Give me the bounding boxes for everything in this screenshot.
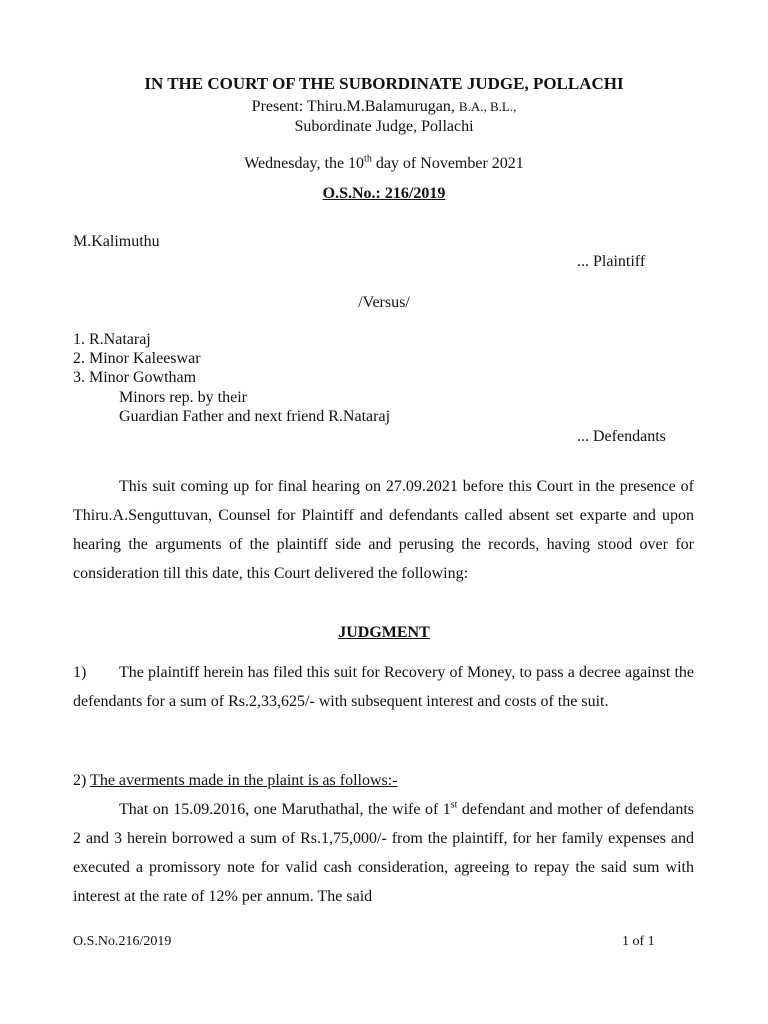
- paragraph-2-number: 2): [73, 772, 87, 789]
- paragraph-2-body: [73, 795, 694, 911]
- defendant-item: 3. Minor Gowtham: [73, 369, 197, 386]
- present-line: [0, 98, 768, 116]
- paragraph-2-heading: [73, 772, 398, 790]
- defendant-item: 2. Minor Kaleeswar: [73, 350, 201, 367]
- paragraph-2-heading-text: The averments made in the plaint is as follows:-: [90, 772, 398, 789]
- paragraph-1-number: 1): [73, 664, 87, 681]
- paragraph-2-text-b: defendant and mother of defendants 2 and 3 herein borrowed a sum of Rs.1,75,000/- from the plaintiff, for her family expenses and executed a promissory note for valid cash consideration, agreeing to repay the said sum with interest at the rate of 12% per annum. The said: [73, 801, 694, 905]
- date-rest: day of November 2021: [371, 155, 524, 172]
- paragraph-2-sup: st: [450, 799, 458, 811]
- court-title: IN THE COURT OF THE SUBORDINATE JUDGE, POLLACHI: [144, 74, 624, 93]
- judgment-date: [0, 155, 768, 173]
- defendants-label: ... Defendants: [577, 428, 666, 445]
- present-judge: Present: Thiru.M.Balamurugan,: [251, 98, 459, 115]
- intro-paragraph: This suit coming up for final hearing on 27.09.2021 before this Court in the presence of Thiru.A.Senguttuvan, Counsel for Plaintiff and defendants called absent set exparte and upon hearing the arguments of the plaintiff side and perusing the records, having stood over for consideration till this date, this Court delivered the following:: [73, 478, 694, 582]
- date-suffix: th: [364, 153, 372, 165]
- plaintiff-name: M.Kalimuthu: [73, 233, 160, 250]
- paragraph-2-text-a: That on 15.09.2016, one Maruthathal, the wife of 1: [119, 801, 451, 818]
- present-degrees: B.A., B.L.,: [458, 99, 517, 114]
- date-prefix: Wednesday, the 10: [244, 155, 365, 172]
- paragraph-1: [73, 658, 694, 716]
- defendant-item: 1. R.Nataraj: [73, 331, 151, 348]
- guardian-line: Guardian Father and next friend R.Nataraj: [119, 408, 391, 425]
- plaintiff-label: ... Plaintiff: [577, 253, 646, 270]
- case-number: O.S.No.: 216/2019: [322, 185, 446, 202]
- minors-representation: Minors rep. by their: [119, 389, 247, 406]
- versus: /Versus/: [358, 294, 410, 311]
- footer-case-ref: O.S.No.216/2019: [73, 934, 172, 949]
- footer-page-info: 1 of 1: [622, 934, 655, 949]
- judgment-heading: JUDGMENT: [338, 624, 430, 641]
- paragraph-1-text: The plaintiff herein has filed this suit for Recovery of Money, to pass a decree against the defendants for a sum of Rs.2,33,625/- with subsequent interest and costs of the suit.: [73, 664, 694, 710]
- judge-designation: Subordinate Judge, Pollachi: [294, 118, 474, 135]
